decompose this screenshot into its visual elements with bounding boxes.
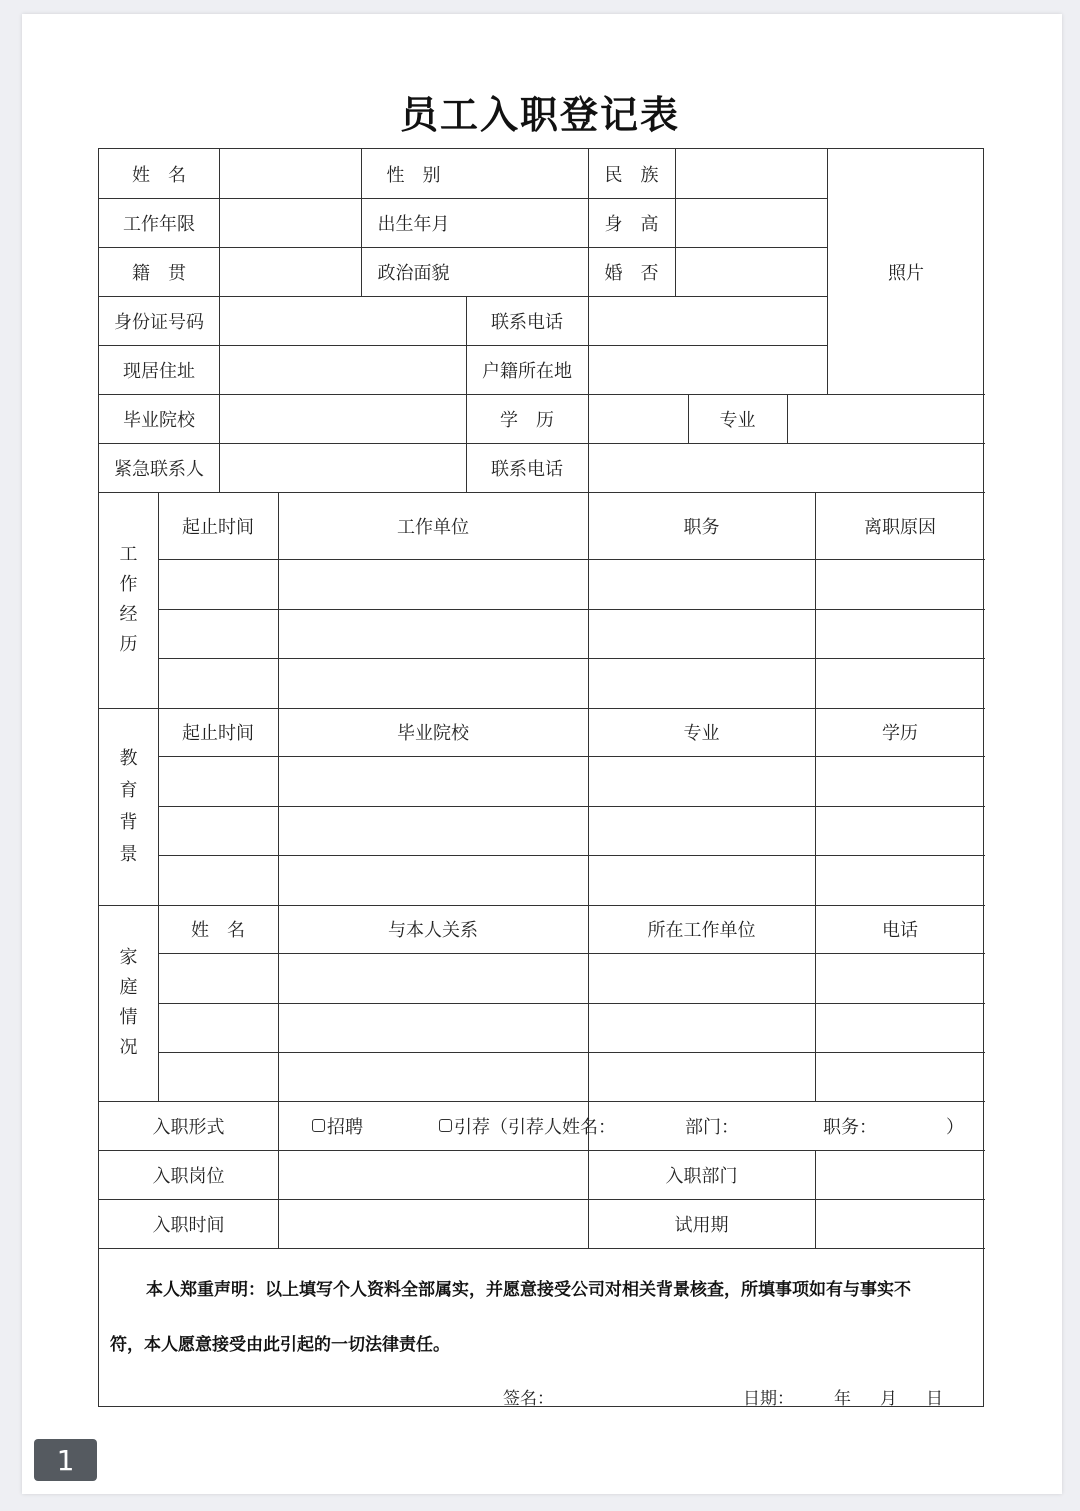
entry-dept-label: 入职部门 <box>665 1165 738 1187</box>
political-label: 政治面貌 <box>377 262 450 284</box>
school-label: 毕业院校 <box>123 409 195 431</box>
form-title: 员工入职登记表 <box>399 93 680 137</box>
date-label: 日期： <box>743 1388 794 1409</box>
photo-box: 照片 <box>888 262 924 284</box>
family-header-name: 姓 名 <box>191 920 245 941</box>
birth-label: 出生年月 <box>377 213 450 235</box>
probation-label: 试用期 <box>674 1214 729 1236</box>
education-section-label: 教 育 背 景 <box>119 747 138 865</box>
edu-header-degree: 学历 <box>882 723 918 744</box>
major-label: 专业 <box>719 409 756 431</box>
degree-label: 学 历 <box>500 409 554 431</box>
work-years-label: 工作年限 <box>123 213 195 235</box>
work-header-position: 职务 <box>683 516 720 538</box>
signature-label: 签名： <box>503 1388 554 1409</box>
day-label: 日 <box>926 1388 943 1409</box>
native-place-label: 籍 贯 <box>132 262 186 284</box>
family-header-relation: 与本人关系 <box>388 920 478 941</box>
emergency-contact-label: 紧急联系人 <box>114 458 204 480</box>
emergency-phone-label: 联系电话 <box>491 458 563 480</box>
entry-post-label: 入职岗位 <box>152 1165 225 1187</box>
edu-header-period: 起止时间 <box>182 723 254 744</box>
edu-header-school: 毕业院校 <box>397 723 469 744</box>
family-header-employer: 所在工作单位 <box>647 920 756 941</box>
recruit-checkbox-icon[interactable] <box>312 1119 325 1132</box>
ethnicity-label: 民 族 <box>604 164 659 186</box>
year-label: 年 <box>834 1388 851 1409</box>
family-section-label: 家 庭 情 况 <box>119 947 138 1058</box>
family-header-phone: 电话 <box>882 920 918 941</box>
work-section-label: 工 作 经 历 <box>119 544 138 655</box>
work-header-leave-reason: 离职原因 <box>864 516 936 538</box>
referral-position-label: 职务： <box>823 1116 877 1138</box>
phone-label: 联系电话 <box>491 311 563 333</box>
work-header-employer: 工作单位 <box>397 516 469 538</box>
address-label: 现居住址 <box>123 360 195 382</box>
referral-dept-label: 部门： <box>685 1116 739 1138</box>
declaration-line-2: 符，本人愿意接受由此引起的一切法律责任。 <box>110 1335 450 1355</box>
gender-label: 性 别 <box>386 164 441 186</box>
declaration-line-1: 本人郑重声明：以上填写个人资料全部属实，并愿意接受公司对相关背景核查，所填事项如有与事实不 <box>146 1280 911 1300</box>
month-label: 月 <box>880 1388 897 1409</box>
hukou-label: 户籍所在地 <box>482 360 572 382</box>
work-header-period: 起止时间 <box>182 516 254 538</box>
recruit-option[interactable]: 招聘 <box>312 1101 372 1150</box>
id-number-label: 身份证号码 <box>114 311 204 333</box>
height-label: 身 高 <box>604 213 659 235</box>
entry-time-label: 入职时间 <box>152 1214 225 1236</box>
name-label: 姓 名 <box>132 164 186 186</box>
edu-header-major: 专业 <box>683 723 720 744</box>
referral-checkbox-icon[interactable] <box>439 1119 452 1132</box>
close-paren: ） <box>946 1116 964 1138</box>
page-number-badge: 1 <box>34 1439 97 1481</box>
entry-form-label: 入职形式 <box>152 1116 225 1138</box>
referral-option[interactable]: 引荐（引荐人姓名： <box>439 1101 639 1150</box>
marital-label: 婚 否 <box>604 262 659 284</box>
registration-form-table <box>98 148 984 1407</box>
